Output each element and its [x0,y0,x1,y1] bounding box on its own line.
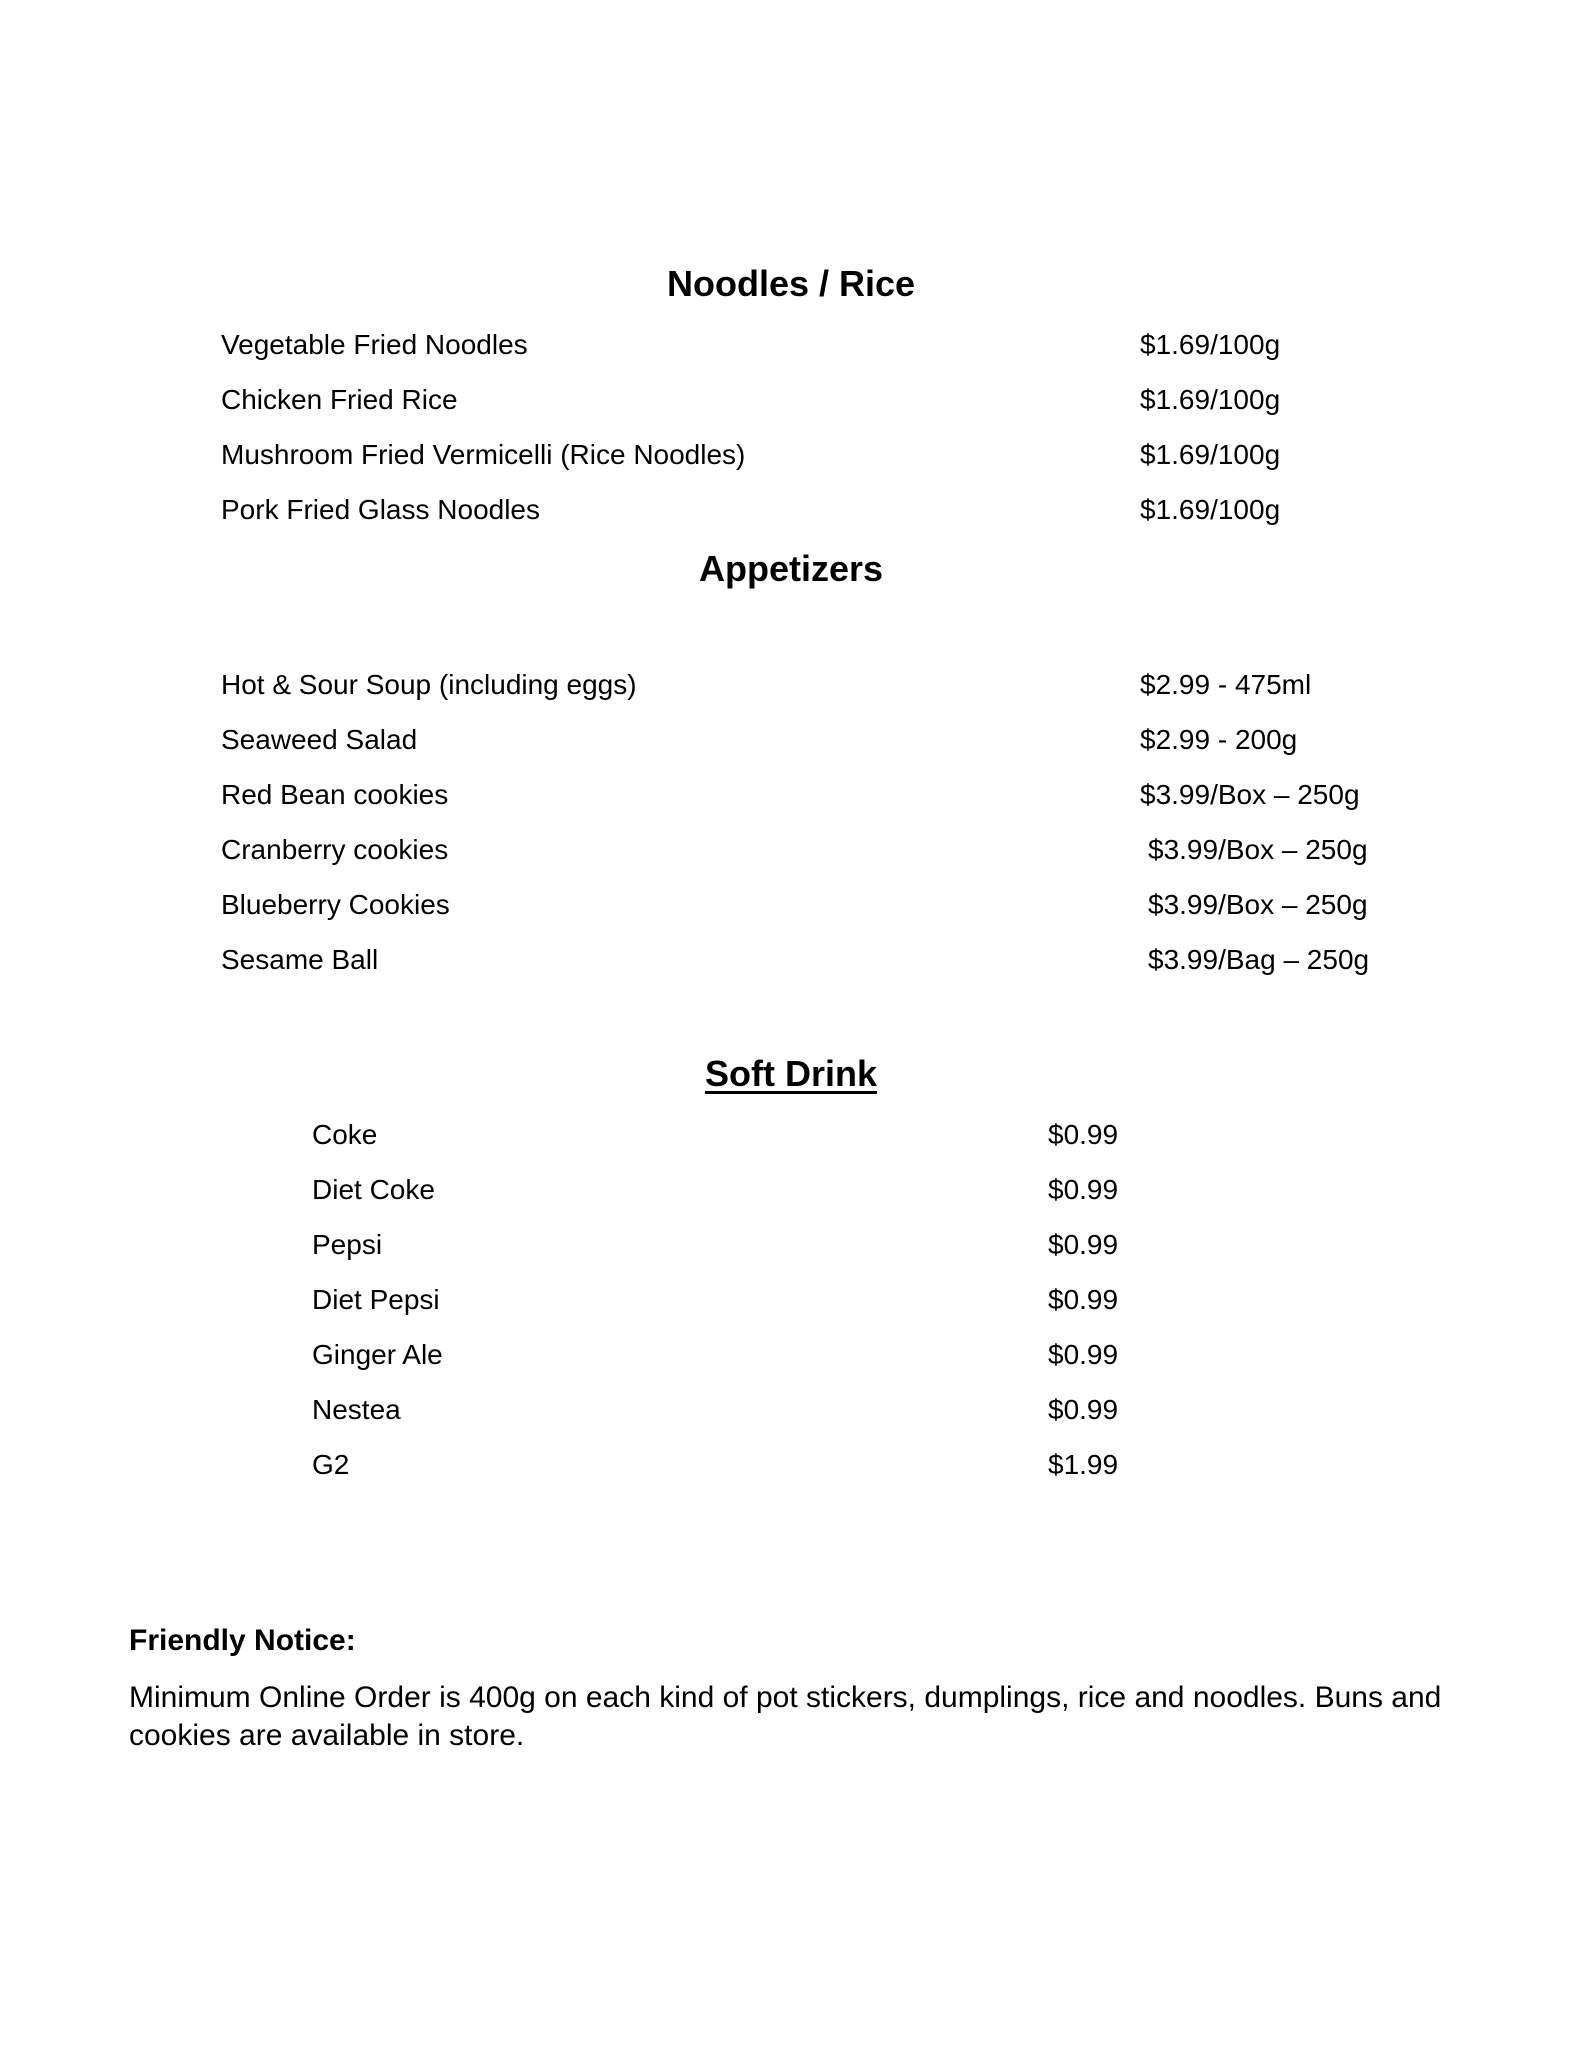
item-name: Pork Fried Glass Noodles [221,494,541,525]
item-name: Nestea [312,1394,401,1425]
item-name: G2 [312,1449,350,1480]
notice-title: Friendly Notice: [129,1624,356,1657]
item-price: $2.99 - 200g [1140,724,1298,755]
item-name: Diet Pepsi [312,1284,440,1315]
item-price: $1.69/100g [1140,494,1281,525]
item-name: Chicken Fried Rice [221,384,458,415]
item-name: Hot & Sour Soup (including eggs) [221,669,637,700]
item-name: Pepsi [312,1229,383,1260]
item-name: Vegetable Fried Noodles [221,329,528,360]
item-price: $0.99 [1048,1229,1119,1260]
item-name: Blueberry Cookies [221,889,450,920]
item-name: Diet Coke [312,1174,435,1205]
soft-drink-heading: Soft Drink [704,1053,877,1094]
item-price: $0.99 [1048,1174,1119,1205]
item-name: Red Bean cookies [221,779,449,810]
notice-text: Minimum Online Order is 400g on each kind of pot stickers, dumplings, rice and noodles. Buns and cookies are available in store. [129,1681,1442,1752]
item-name: Seaweed Salad [221,724,418,755]
item-price: $0.99 [1048,1394,1119,1425]
item-price: $1.69/100g [1140,439,1281,470]
item-price: $1.99 [1048,1449,1119,1480]
item-name: Sesame Ball [221,944,379,975]
noodles-rice-heading: Noodles / Rice [666,263,916,304]
item-price: $3.99/Box – 250g [1148,889,1368,920]
item-price: $3.99/Box – 250g [1148,834,1368,865]
item-name: Mushroom Fried Vermicelli (Rice Noodles) [221,439,746,470]
item-price: $3.99/Box – 250g [1140,779,1360,810]
item-name: Ginger Ale [312,1339,443,1370]
item-price: $1.69/100g [1140,384,1281,415]
item-price: $0.99 [1048,1339,1119,1370]
item-price: $0.99 [1048,1284,1119,1315]
item-price: $3.99/Bag – 250g [1148,944,1370,975]
appetizers-heading: Appetizers [698,548,884,589]
item-price: $2.99 - 475ml [1140,669,1312,700]
item-name: Cranberry cookies [221,834,449,865]
item-price: $0.99 [1048,1119,1119,1150]
item-price: $1.69/100g [1140,329,1281,360]
item-name: Coke [312,1119,378,1150]
